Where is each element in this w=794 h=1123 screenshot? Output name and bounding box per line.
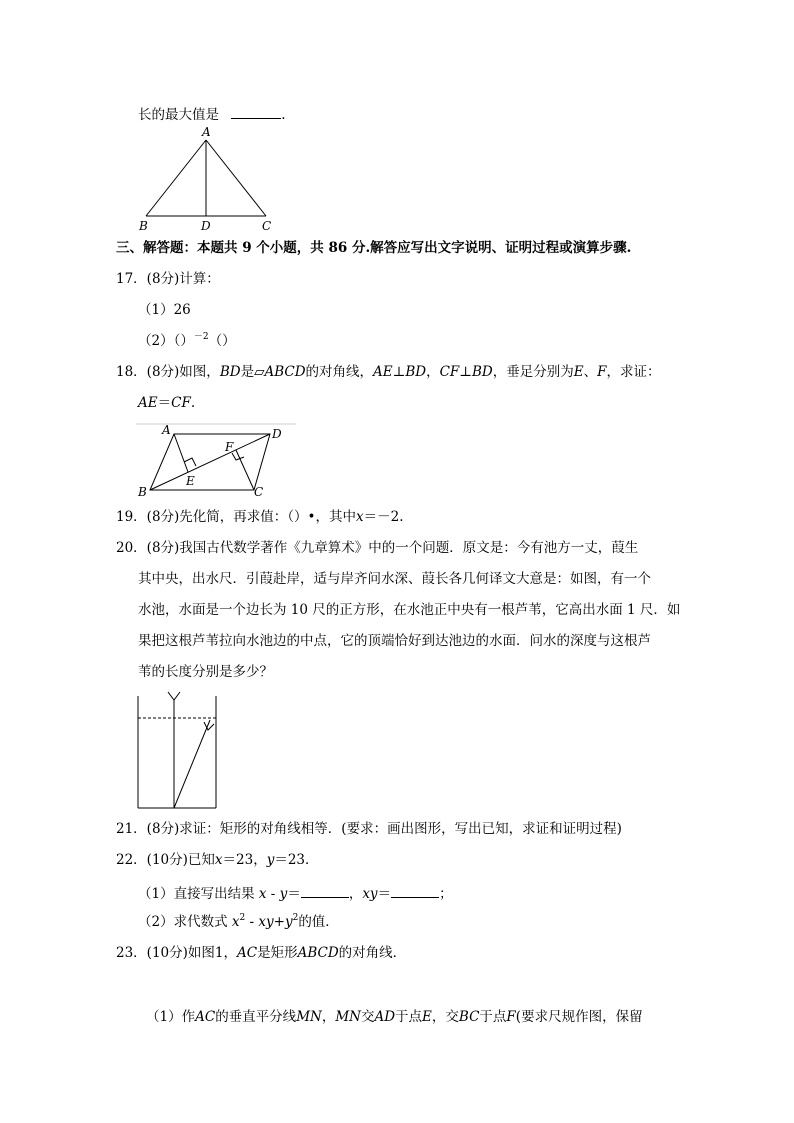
side-ab xyxy=(146,140,206,216)
label-a: A xyxy=(162,423,171,437)
q18-line2: AE＝CF. xyxy=(138,395,196,411)
answer-blank xyxy=(391,885,439,898)
q20-line1: 20．(8分)我国古代数学著作《九章算术》中的一个问题．原文是：今有池方一丈，葭生 xyxy=(116,540,639,556)
q18-line1: 18．(8分)如图，BD是▱ABCD的对角线，AE⊥BD，CF⊥BD，垂足分别为E、F，求证： xyxy=(116,364,661,380)
triangle-figure xyxy=(136,124,280,234)
section-heading: 三、解答题：本题共 9 个小题，共 86 分.解答应写出文字说明、证明过程或演算步骤. xyxy=(116,240,632,256)
label-c: C xyxy=(254,485,264,499)
label-e: E xyxy=(186,474,195,488)
answer-blank xyxy=(231,106,281,119)
q23-part1: （1）作AC的垂直平分线MN，MN交AD于点E，交BC于点F(要求尺规作图，保留 xyxy=(146,1009,643,1025)
label-a: A xyxy=(202,125,211,139)
label-d: D xyxy=(201,219,211,233)
label-b: B xyxy=(138,485,147,499)
q23-line1: 23．(10分)如图1，AC是矩形ABCD的对角线． xyxy=(116,945,407,961)
q21: 21．(8分)求证：矩形的对角线相等．(要求：画出图形，写出已知，求证和证明过程) xyxy=(116,821,622,837)
q20-line4: 果把这根芦苇拉向水池边的中点，它的顶端恰好到达池边的水面．问水的深度与这根芦 xyxy=(138,633,651,649)
parallelogram-figure xyxy=(136,422,296,500)
side-ac xyxy=(206,140,266,216)
q19: 19．(8分)先化简，再求值：（）•，其中x＝－2. xyxy=(116,509,404,525)
q22-line1: 22．(10分)已知x＝23，y＝23． xyxy=(116,852,319,868)
pool-figure xyxy=(134,688,226,812)
label-b: B xyxy=(139,219,148,233)
q17-part2: （2）（）$^{-2}$（） xyxy=(138,332,236,349)
reed-pulled xyxy=(174,720,210,808)
q17-title: 17．(8分)计算： xyxy=(116,271,220,287)
segment-ae xyxy=(174,434,188,472)
diagonal-bd xyxy=(150,434,270,490)
q22-part2: （2）求代数式 $x^2 - xy+y^2$的值． xyxy=(138,913,339,930)
label-d: D xyxy=(272,427,282,441)
q20-line2: 其中央，出水尺．引葭赴岸，适与岸齐问水深、葭长各几何译文大意是：如图，有一个 xyxy=(138,571,651,587)
q20-line5: 苇的长度分别是多少？ xyxy=(138,664,273,680)
q16-tail: 长的最大值是 . xyxy=(138,107,286,123)
label-f: F xyxy=(225,440,234,454)
segment-cf xyxy=(236,450,254,490)
q20-line3: 水池，水面是一个边长为 10 尺的正方形，在水池正中央有一根芦苇，它高出水面 1 尺．如 xyxy=(138,602,681,618)
answer-blank xyxy=(301,885,349,898)
q17-part1: （1）26 xyxy=(138,302,191,318)
label-c: C xyxy=(262,219,272,233)
reed-top-icon xyxy=(168,692,180,700)
q22-part1: （1）直接写出结果 x - y＝ ，xy＝ ； xyxy=(138,886,453,902)
